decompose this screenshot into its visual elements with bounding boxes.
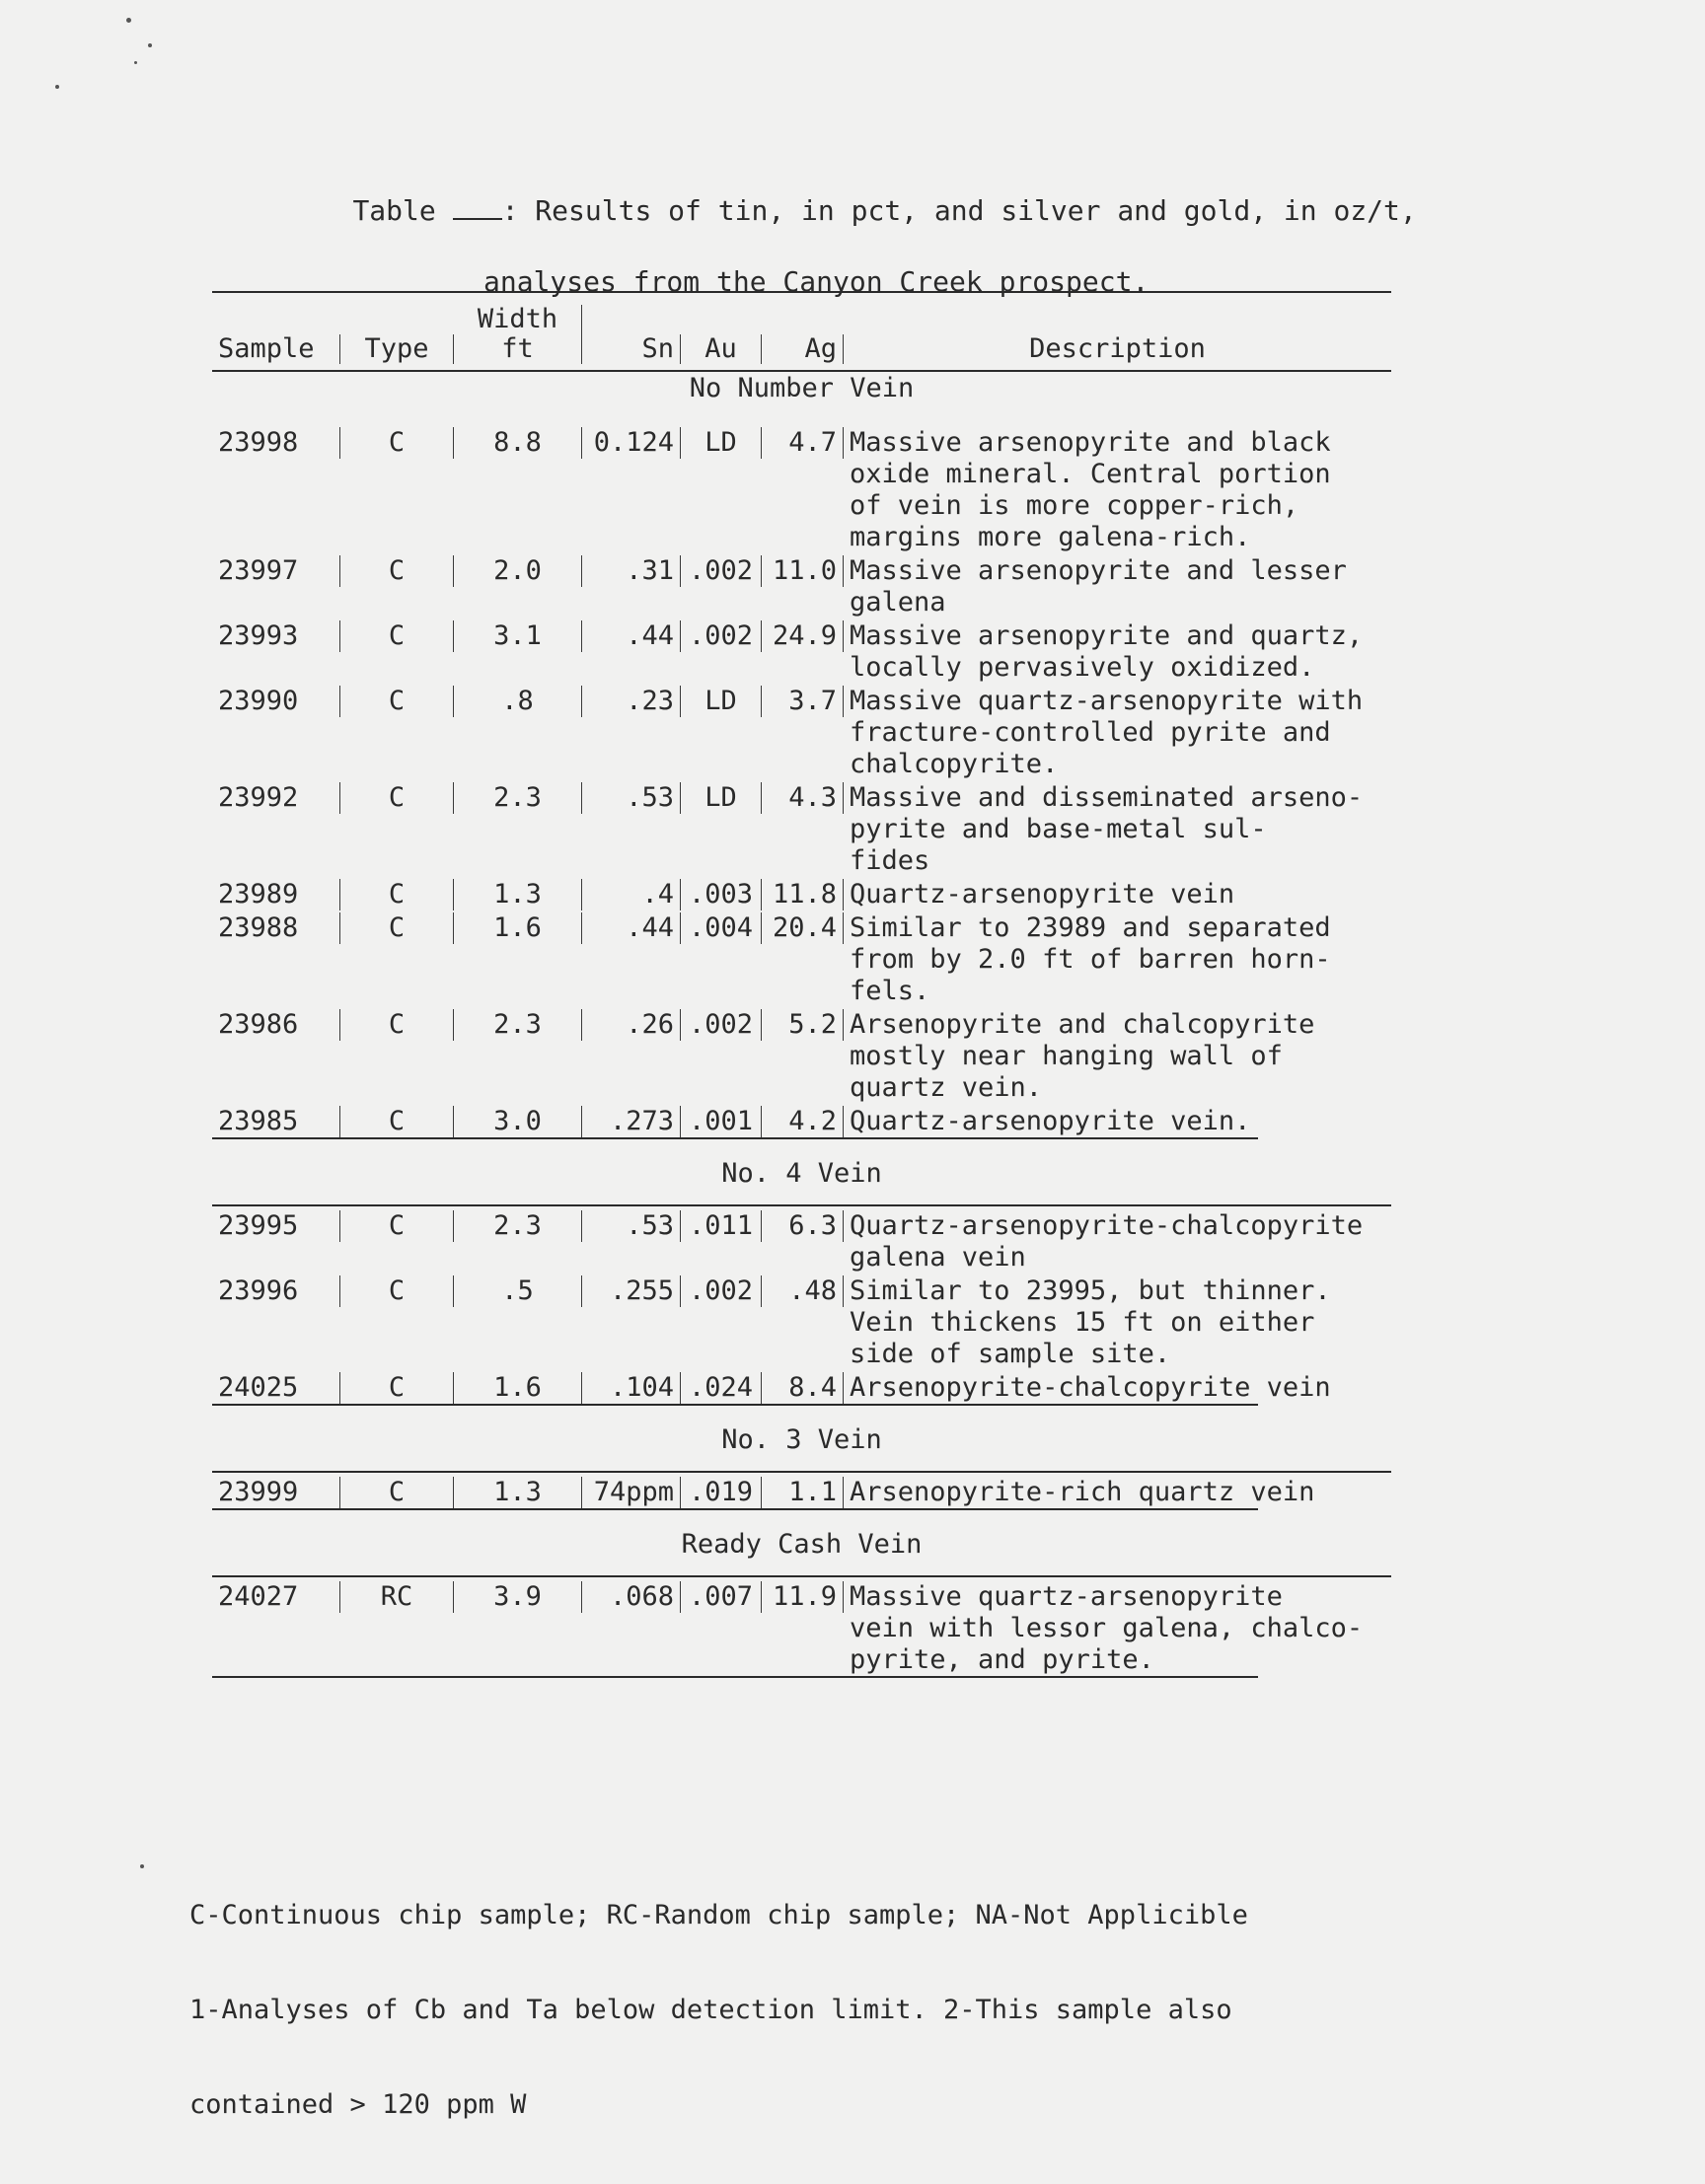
table-number-blank [453, 196, 502, 220]
cell-au: .001 [681, 1106, 762, 1137]
cell-width: 1.6 [454, 1372, 582, 1404]
cell-ag: 3.7 [762, 686, 844, 717]
cell-type: C [340, 686, 454, 717]
title-line-1: : Results of tin, in pct, and silver and gold, in oz/t, [501, 194, 1417, 227]
cell-ag: 4.7 [762, 427, 844, 459]
header-au: Au [681, 334, 762, 364]
cell-au: .011 [681, 1210, 762, 1242]
cell-type: C [340, 427, 454, 459]
cell-type: C [340, 620, 454, 652]
cell-width: 2.3 [454, 782, 582, 814]
cell-sample: 23986 [212, 1009, 340, 1041]
cell-type: C [340, 912, 454, 944]
cell-description: Quartz-arsenopyrite vein [850, 879, 1235, 910]
cell-ag: 1.1 [762, 1477, 844, 1508]
cell-au: .003 [681, 879, 762, 910]
cell-width: 1.3 [454, 1477, 582, 1508]
cell-sn: .068 [582, 1581, 681, 1613]
cell-sn: 0.124 [582, 427, 681, 459]
cell-ag: 4.2 [762, 1106, 844, 1137]
cell-sample: 23993 [212, 620, 340, 652]
table-row [212, 1473, 1391, 1508]
cell-description: Quartz-arsenopyrite vein. [850, 1106, 1251, 1136]
section-title: Ready Cash Vein [681, 1529, 923, 1560]
section-gap [212, 1510, 1391, 1528]
header-ag: Ag [762, 334, 844, 364]
cell-sn: .273 [582, 1106, 681, 1137]
scan-speck [140, 1864, 144, 1868]
cell-sample: 23998 [212, 427, 340, 459]
cell-type: C [340, 1210, 454, 1242]
cell-sample: 23999 [212, 1477, 340, 1508]
scan-speck [55, 85, 59, 89]
cell-sn: .23 [582, 686, 681, 717]
cell-sn: .104 [582, 1372, 681, 1404]
section-bottom-rule [212, 1676, 1258, 1678]
cell-sn: .53 [582, 782, 681, 814]
cell-sample: 24027 [212, 1581, 340, 1613]
cell-au: .002 [681, 620, 762, 652]
table-row [212, 553, 1391, 619]
cell-width: 3.9 [454, 1581, 582, 1613]
scan-speck [126, 18, 131, 23]
table-row [212, 405, 1391, 553]
cell-au: .002 [681, 555, 762, 587]
table-row [212, 780, 1391, 877]
cell-sn: .53 [582, 1210, 681, 1242]
cell-au: LD [681, 782, 762, 814]
header-row [212, 293, 1391, 372]
cell-au: .004 [681, 912, 762, 944]
cell-sn: 74ppm [582, 1477, 681, 1508]
section-title: No Number Vein [689, 373, 915, 403]
table-row [212, 1577, 1391, 1676]
cell-au: .002 [681, 1009, 762, 1041]
header-width: Width ft [454, 305, 582, 364]
cell-au: LD [681, 686, 762, 717]
cell-width: 2.3 [454, 1009, 582, 1041]
cell-au: LD [681, 427, 762, 459]
cell-description: Similar to 23989 and separated from by 2.0 ft of barren horn- fels. [850, 912, 1331, 1006]
title-prefix: Table [352, 194, 436, 227]
header-sample: Sample [212, 334, 340, 364]
table-row [212, 1007, 1391, 1104]
cell-width: .5 [454, 1275, 582, 1307]
cell-type: RC [340, 1581, 454, 1613]
cell-description: Arsenopyrite-rich quartz vein [850, 1477, 1315, 1507]
table-row [212, 1104, 1391, 1137]
cell-ag: 8.4 [762, 1372, 844, 1404]
cell-au: .007 [681, 1581, 762, 1613]
cell-sn: .44 [582, 912, 681, 944]
header-description: Description [1029, 333, 1206, 364]
section-title: No. 3 Vein [721, 1424, 882, 1455]
footnotes [189, 1837, 1373, 2184]
cell-sample: 23989 [212, 879, 340, 910]
cell-description: Massive and disseminated arseno- pyrite and base-metal sul- fides [850, 782, 1364, 876]
cell-sample: 23990 [212, 686, 340, 717]
cell-ag: 5.2 [762, 1009, 844, 1041]
cell-sn: .31 [582, 555, 681, 587]
cell-sample: 23988 [212, 912, 340, 944]
cell-type: C [340, 1372, 454, 1404]
footnote-line-3: contained > 120 ppm W [189, 2089, 527, 2120]
table-row [212, 877, 1391, 910]
cell-width: 3.1 [454, 620, 582, 652]
cell-sample: 23995 [212, 1210, 340, 1242]
cell-sn: .255 [582, 1275, 681, 1307]
cell-width: 8.8 [454, 427, 582, 459]
cell-type: C [340, 1275, 454, 1307]
scan-speck [148, 43, 152, 47]
footnote-line-1: C-Continuous chip sample; RC-Random chip sample; NA-Not Applicible [189, 1900, 1248, 1930]
cell-description: Massive quartz-arsenopyrite with fracture-controlled pyrite and chalcopyrite. [850, 686, 1364, 779]
cell-type: C [340, 782, 454, 814]
table-row [212, 1274, 1391, 1370]
cell-ag: 11.9 [762, 1581, 844, 1613]
title-line-2: analyses from the Canyon Creek prospect. [483, 265, 1149, 298]
table-row [212, 910, 1391, 1007]
section-title: No. 4 Vein [721, 1158, 882, 1189]
cell-description: Massive arsenopyrite and quartz, locally pervasively oxidized. [850, 620, 1364, 683]
table-row [212, 684, 1391, 780]
cell-ag: 6.3 [762, 1210, 844, 1242]
cell-description: Massive quartz-arsenopyrite vein with lessor galena, chalco- pyrite, and pyrite. [850, 1581, 1364, 1675]
cell-sample: 23997 [212, 555, 340, 587]
table-row [212, 1206, 1391, 1274]
cell-au: .002 [681, 1275, 762, 1307]
cell-type: C [340, 555, 454, 587]
cell-width: 1.6 [454, 912, 582, 944]
table-row [212, 619, 1391, 684]
cell-sample: 23996 [212, 1275, 340, 1307]
cell-description: Arsenopyrite-chalcopyrite vein [850, 1372, 1331, 1403]
cell-width: .8 [454, 686, 582, 717]
cell-type: C [340, 1106, 454, 1137]
section-gap [212, 1406, 1391, 1423]
cell-description: Massive arsenopyrite and black oxide mineral. Central portion of vein is more copper-rich, margins more galena-rich. [850, 427, 1331, 552]
cell-width: 3.0 [454, 1106, 582, 1137]
table-row [212, 1370, 1391, 1404]
cell-ag: 11.0 [762, 555, 844, 587]
section-gap [212, 1139, 1391, 1157]
cell-type: C [340, 879, 454, 910]
cell-au: .019 [681, 1477, 762, 1508]
cell-ag: 4.3 [762, 782, 844, 814]
cell-ag: 11.8 [762, 879, 844, 910]
cell-sample: 23985 [212, 1106, 340, 1137]
cell-sn: .44 [582, 620, 681, 652]
cell-au: .024 [681, 1372, 762, 1404]
cell-sample: 23992 [212, 782, 340, 814]
cell-description: Quartz-arsenopyrite-chalcopyrite galena vein [850, 1210, 1364, 1273]
cell-description: Massive arsenopyrite and lesser galena [850, 555, 1347, 618]
cell-type: C [340, 1009, 454, 1041]
footnote-line-2: 1-Analyses of Cb and Ta below detection limit. 2-This sample also [189, 1995, 1232, 2025]
cell-sn: .4 [582, 879, 681, 910]
cell-width: 2.0 [454, 555, 582, 587]
cell-sn: .26 [582, 1009, 681, 1041]
table-body [212, 372, 1391, 1678]
scan-speck [134, 61, 137, 64]
results-table [212, 291, 1391, 1678]
cell-description: Arsenopyrite and chalcopyrite mostly near hanging wall of quartz vein. [850, 1009, 1315, 1103]
header-sn: Sn [582, 334, 681, 364]
cell-description: Similar to 23995, but thinner. Vein thickens 15 ft on either side of sample site. [850, 1275, 1331, 1369]
cell-width: 2.3 [454, 1210, 582, 1242]
cell-ag: 20.4 [762, 912, 844, 944]
cell-type: C [340, 1477, 454, 1508]
cell-ag: .48 [762, 1275, 844, 1307]
cell-width: 1.3 [454, 879, 582, 910]
header-type: Type [340, 334, 454, 364]
cell-sample: 24025 [212, 1372, 340, 1404]
cell-ag: 24.9 [762, 620, 844, 652]
